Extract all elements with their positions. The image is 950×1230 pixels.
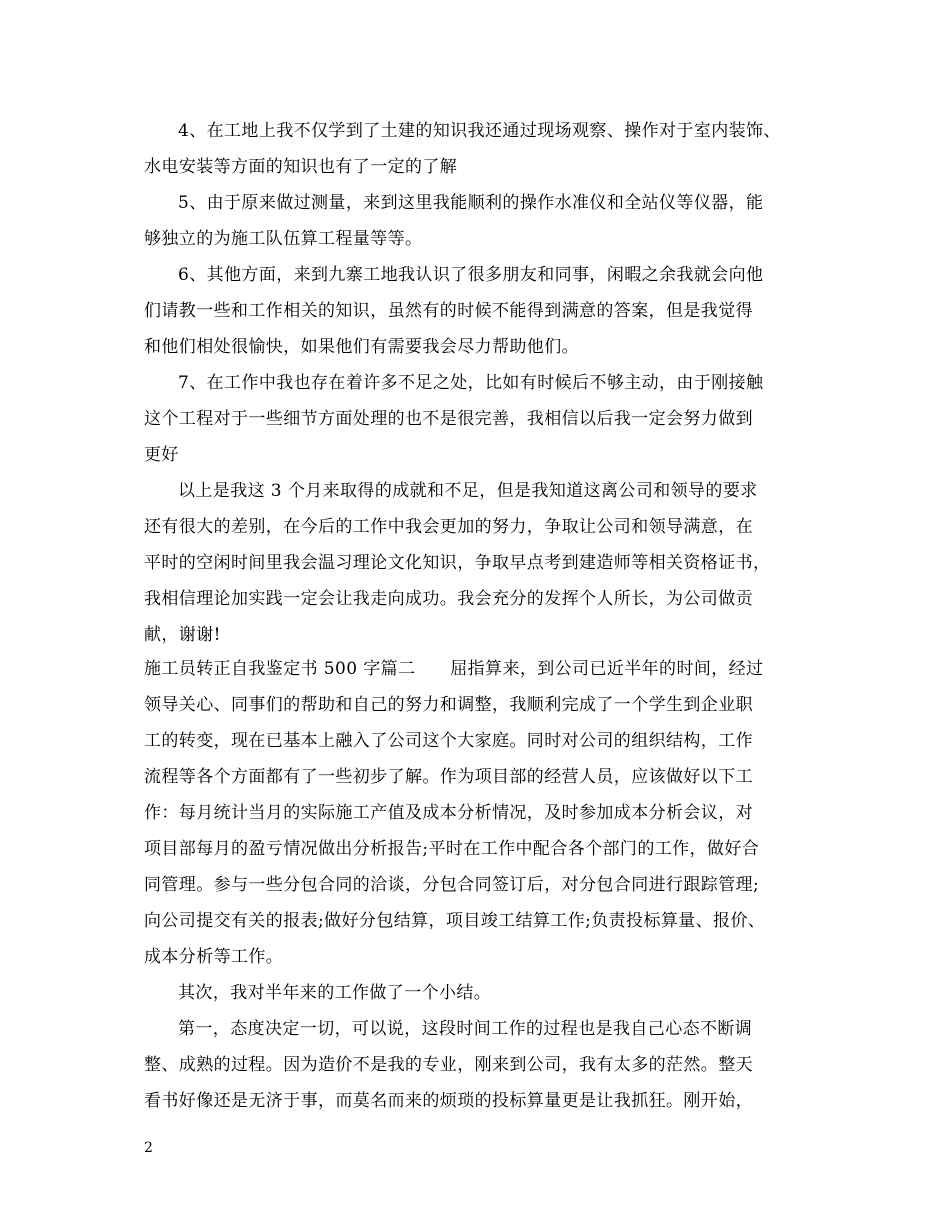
paragraph-line: 4、在工地上我不仅学到了土建的知识我还通过现场观察、操作对于室内装饰、 — [178, 121, 781, 141]
paragraph-line: 献，谢谢! — [144, 625, 221, 645]
paragraph-line: 工的转变，现在已基本上融入了公司这个大家庭。同时对公司的组织结构，工作 — [144, 731, 753, 751]
paragraph-line: 成本分析等工作。 — [144, 947, 284, 967]
paragraph-line: 还有很大的差别，在今后的工作中我会更加的努力，争取让公司和领导满意，在 — [144, 517, 753, 537]
paragraph-line: 们请教一些和工作相关的知识，虽然有的时候不能得到满意的答案，但是我觉得 — [144, 301, 753, 321]
paragraph-line: 7、在工作中我也存在着许多不足之处，比如有时候后不够主动，由于刚接触 — [178, 373, 764, 393]
paragraph-line: 整、成熟的过程。因为造价不是我的专业，刚来到公司，我有太多的茫然。整天 — [144, 1055, 753, 1075]
paragraph-line: 向公司提交有关的报表;做好分包结算，项目竣工结算工作;负责投标算量、报价、 — [144, 911, 766, 931]
section-heading-line: 施工员转正自我鉴定书 500 字篇二 屈指算来，到公司已近半年的时间，经过 — [144, 659, 764, 679]
paragraph-line: 够独立的为施工队伍算工程量等等。 — [144, 229, 423, 249]
paragraph-line: 领导关心、同事们的帮助和自己的努力和调整，我顺利完成了一个学生到企业职 — [144, 695, 753, 715]
paragraph-line: 更好 — [144, 445, 179, 465]
paragraph-line: 我相信理论加实践一定会让我走向成功。我会充分的发挥个人所长，为公司做贡 — [144, 589, 753, 609]
paragraph-line: 5、由于原来做过测量，来到这里我能顺利的操作水准仪和全站仪等仪器，能 — [178, 193, 764, 213]
paragraph-line: 作：每月统计当月的实际施工产值及成本分析情况，及时参加成本分析会议，对 — [144, 803, 753, 823]
paragraph-line: 同管理。参与一些分包合同的洽谈，分包合同签订后，对分包合同进行跟踪管理; — [144, 875, 760, 895]
paragraph-line: 以上是我这 3 个月来取得的成就和不足，但是我知道这离公司和领导的要求 — [178, 481, 758, 501]
paragraph-line: 平时的空闲时间里我会温习理论文化知识，争取早点考到建造师等相关资格证书， — [144, 553, 771, 573]
paragraph-line: 项目部每月的盈亏情况做出分析报告;平时在工作中配合各个部门的工作，做好合 — [144, 839, 760, 859]
paragraph-line: 流程等各个方面都有了一些初步了解。作为项目部的经营人员，应该做好以下工 — [144, 767, 753, 787]
paragraph-line: 这个工程对于一些细节方面处理的也不是很完善，我相信以后我一定会努力做到 — [144, 409, 753, 429]
paragraph-line: 水电安装等方面的知识也有了一定的了解 — [144, 157, 458, 177]
paragraph-line: 看书好像还是无济于事，而莫名而来的烦琐的投标算量更是让我抓狂。刚开始， — [144, 1091, 753, 1111]
page-number: 2 — [144, 1140, 153, 1156]
paragraph-line: 第一，态度决定一切，可以说，这段时间工作的过程也是我自己心态不断调 — [178, 1019, 753, 1039]
paragraph-line: 其次，我对半年来的工作做了一个小结。 — [178, 983, 492, 1003]
paragraph-line: 和他们相处很愉快，如果他们有需要我会尽力帮助他们。 — [144, 337, 579, 357]
paragraph-line: 6、其他方面，来到九寨工地我认识了很多朋友和同事，闲暇之余我就会向他 — [178, 265, 764, 285]
